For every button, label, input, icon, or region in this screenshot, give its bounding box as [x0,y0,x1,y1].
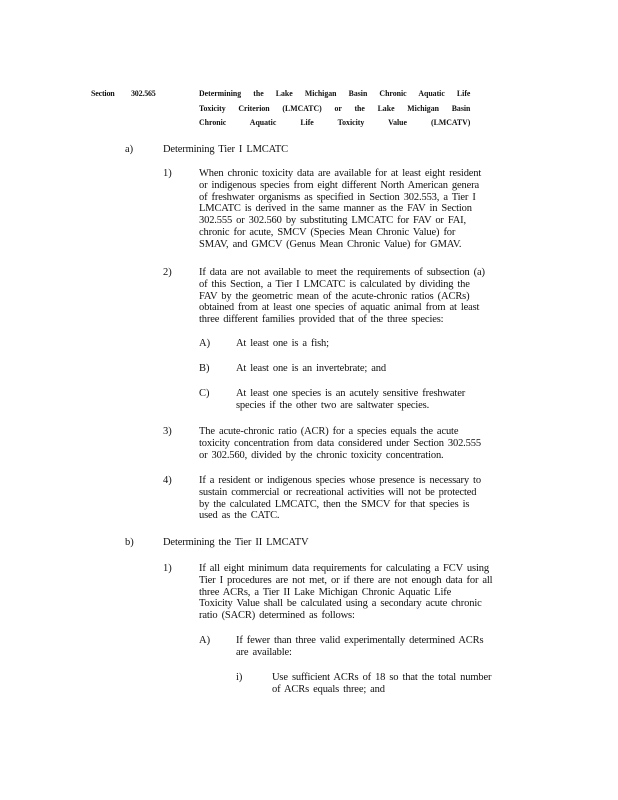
text-line: The acute-chronic ratio (ACR) for a species equals the acute [199,426,459,437]
text-line: are available: [236,646,292,658]
subsection-b-label: b) [125,537,134,548]
text-line: species if the other two are saltwater species. [236,399,430,411]
paragraph-b1A [236,635,483,659]
paragraph-a3 [199,426,481,461]
text-line: toxicity concentration from data considered under Section 302.555 [199,437,481,449]
section-word: Section [91,89,115,98]
text-line: obtained from at least one species of aquatic animal from at least [199,302,480,314]
text-line: Toxicity Value shall be calculated using a secondary acute chronic [199,598,482,610]
item-label: B) [199,363,210,374]
text-line: SMAV, and GMCV (Genus Mean Chronic Value) for GMAV. [199,238,462,250]
title-line: Toxicity Criterion (LMCATC) or the Lake Michigan Basin [199,102,471,113]
title-line: Determining the Lake Michigan Basin Chronic Aquatic Life [199,88,471,98]
paragraph-a2C [236,388,465,412]
item-label: 4) [163,475,172,486]
text-line: 302.555 or 302.560 by substituting LMCATC for FAV or FAI, [199,215,467,227]
text-line: If data are not available to meet the requirements of subsection (a) [199,267,485,278]
item-label: 1) [163,563,172,574]
paragraph-a2 [199,267,485,326]
text-line: If a resident or indigenous species whose presence is necessary to [199,475,481,486]
paragraph-b1 [199,563,492,622]
text-line: of ACRs equals three; and [272,683,385,695]
text-line: sustain commercial or recreational activities will not be protected [199,486,477,498]
text-line: chronic for acute, SMCV (Species Mean Chronic Value) for [199,226,456,238]
text-line: by the calculated LMCATC, then the SMCV for that species is [199,498,470,510]
item-label: A) [199,338,211,349]
item-label: 2) [163,267,172,278]
text-line: or 302.560, divided by the chronic toxicity concentration. [199,449,444,461]
item-label: C) [199,388,210,399]
subsection-a-label: a) [125,144,134,155]
paragraph-b1Ai [272,672,491,696]
text-line: three different families provided that of the three species: [199,314,444,326]
paragraph-a2A [236,338,329,350]
text-line: ratio (SACR) determined as follows: [199,610,355,622]
paragraph-a2B [236,363,386,375]
item-label: A) [199,635,211,646]
text-line: At least one is an invertebrate; and [236,363,386,374]
text-line: or indigenous species from eight different North American genera [199,179,479,191]
subsection-a-heading: Determining Tier I LMCATC [163,144,289,155]
text-line: LMCATC is derived in the same manner as the FAV in Section [199,203,472,215]
text-line: When chronic toxicity data are available for at least eight resident [199,168,482,179]
item-label: 1) [163,168,172,179]
text-line: used as the CATC. [199,510,280,522]
text-line: At least one is a fish; [236,338,329,349]
text-line: Tier I procedures are not met, or if there are not enough data for all [199,574,493,586]
paragraph-a4 [199,475,481,522]
title-line: Chronic Aquatic Life Toxicity Value (LMCATV) [199,117,471,127]
text-line: Use sufficient ACRs of 18 so that the total number [272,672,492,683]
text-line: of freshwater organisms as specified in Section 302.553, a Tier I [199,191,476,203]
paragraph-a1 [199,168,481,251]
text-line: FAV by the geometric mean of the acute-chronic ratios (ACRs) [199,290,470,302]
item-label: i) [236,672,243,683]
section-number: 302.565 [131,89,156,98]
item-label: 3) [163,426,172,437]
text-line: three ACRs, a Tier II Lake Michigan Chronic Aquatic Life [199,586,452,598]
text-line: At least one species is an acutely sensitive freshwater [236,388,466,399]
text-line: of this Section, a Tier I LMCATC is calculated by dividing the [199,278,470,290]
section-title [199,86,470,130]
text-line: If all eight minimum data requirements for calculating a FCV using [199,563,489,574]
text-line: If fewer than three valid experimentally determined ACRs [236,635,484,646]
subsection-b-heading: Determining the Tier II LMCATV [163,537,309,548]
